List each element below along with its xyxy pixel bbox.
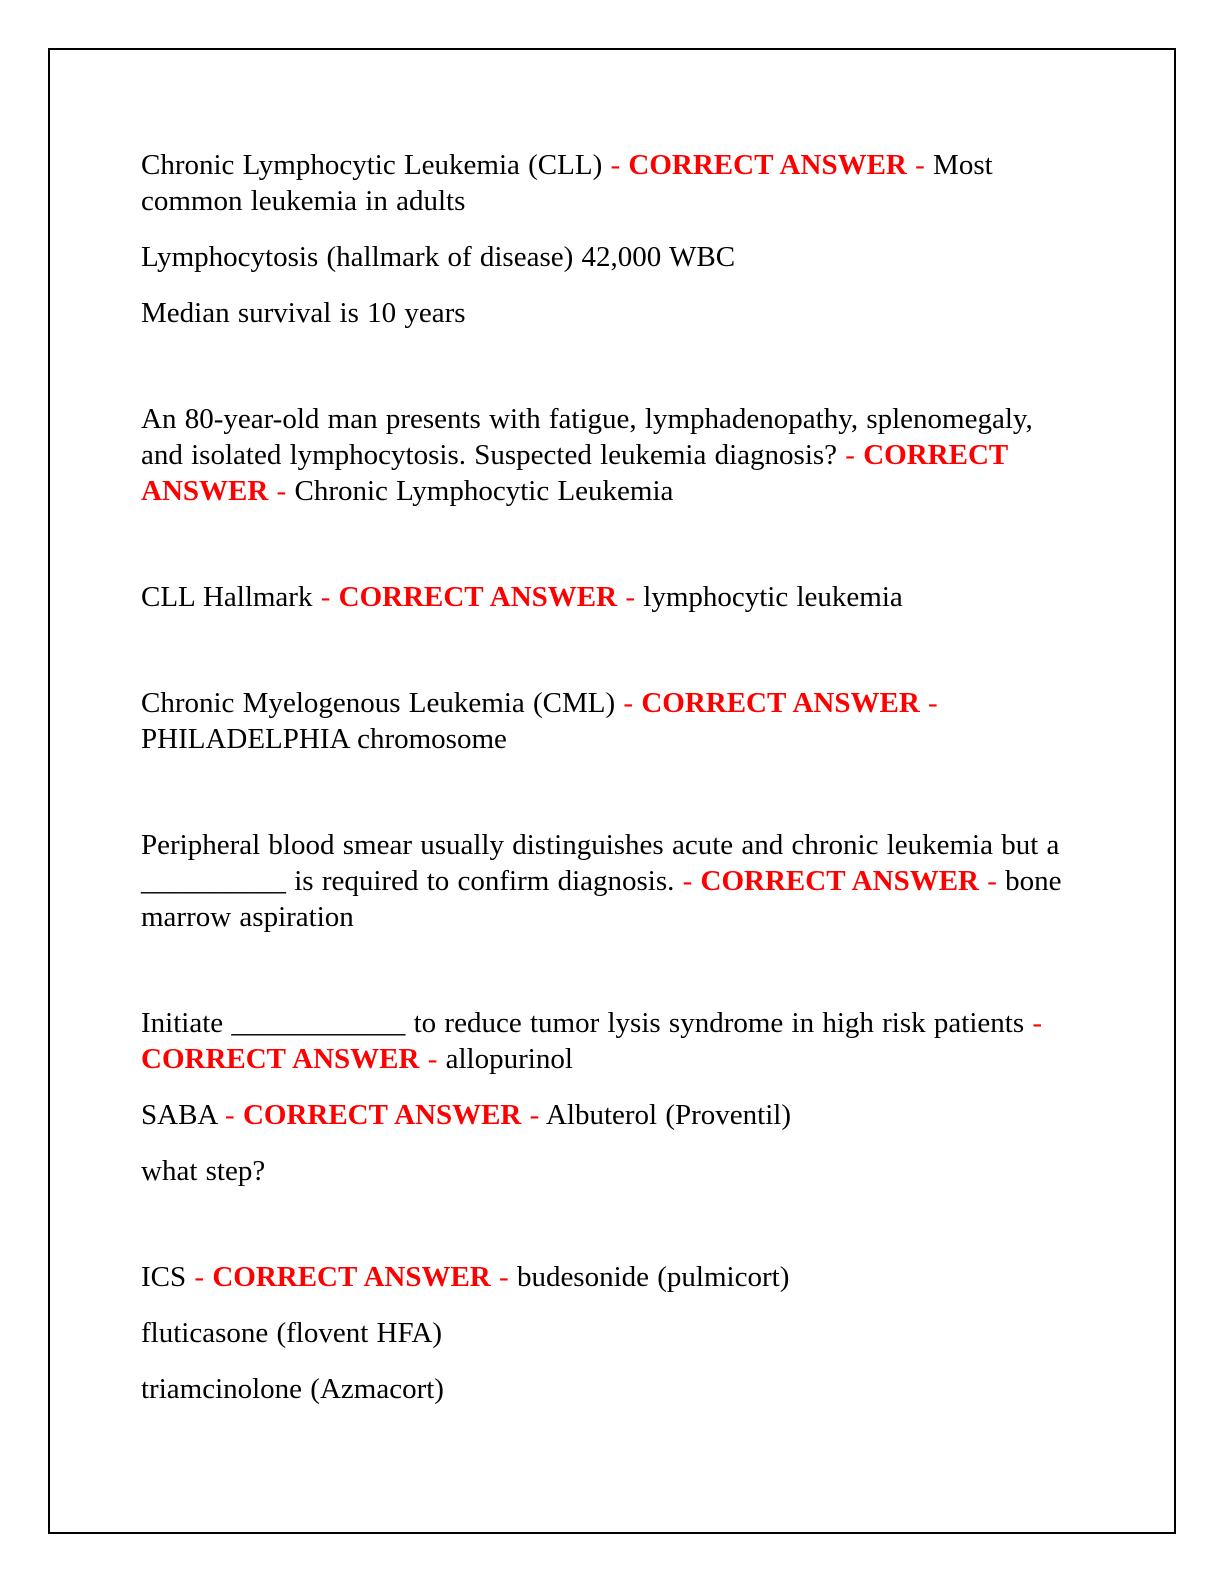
text-segment: Chronic Lymphocytic Leukemia [286, 475, 674, 507]
answer-separator-dash: - [919, 687, 938, 719]
correct-answer-label: CORRECT ANSWER [242, 1099, 522, 1131]
text-segment: Initiate ____________ to reduce tumor lysis syndrome in high risk patients [141, 1007, 1033, 1039]
answer-separator-dash: - [320, 581, 339, 613]
paragraph [141, 295, 1076, 331]
answer-separator-dash: - [617, 581, 636, 613]
answer-separator-dash: - [979, 865, 997, 897]
text-segment: Peripheral blood smear usually distinguishes acute and chronic leukemia but a __________ is required to confirm diagnosis. [141, 829, 1060, 897]
blank-line [141, 635, 1076, 665]
text-segment: ICS [141, 1261, 195, 1293]
answer-separator-dash: - [682, 865, 701, 897]
correct-answer-label: CORRECT ANSWER [628, 149, 907, 181]
blank-line [141, 351, 1076, 381]
paragraph [141, 1315, 1076, 1351]
answer-separator-dash: - [194, 1261, 213, 1293]
text-segment: CLL Hallmark [141, 581, 321, 613]
answer-separator-dash: - [906, 149, 925, 181]
paragraph [141, 1153, 1076, 1189]
paragraph [141, 401, 1076, 509]
answer-separator-dash: - [225, 1099, 243, 1131]
paragraph [141, 239, 1076, 275]
text-segment: Chronic Lymphocytic Leukemia (CLL) [141, 149, 611, 181]
answer-separator-dash: - [268, 475, 287, 507]
text-segment: Albuterol (Proventil) [539, 1099, 791, 1131]
correct-answer-label: CORRECT ANSWER [338, 581, 618, 613]
paragraph [141, 1371, 1076, 1407]
text-segment: An 80-year-old man presents with fatigue, lymphadenopathy, splenomegaly, and isolated lymphocytosis. Suspected leukemia diagnosis? [141, 403, 1033, 471]
text-segment: fluticasone (flovent HFA) [141, 1317, 443, 1349]
paragraph [141, 685, 1076, 757]
correct-answer-label: CORRECT ANSWER [141, 1043, 420, 1075]
paragraph [141, 1005, 1076, 1077]
blank-line [141, 777, 1076, 807]
answer-separator-dash: - [419, 1043, 438, 1075]
text-segment: allopurinol [437, 1043, 573, 1075]
correct-answer-label: CORRECT ANSWER [700, 865, 979, 897]
paragraph [141, 147, 1076, 219]
document-content [50, 50, 1174, 1407]
text-segment: bone marrow aspiration [141, 865, 1062, 933]
blank-line [141, 955, 1076, 985]
correct-answer-label: CORRECT ANSWER [212, 1261, 491, 1293]
text-segment: Chronic Myelogenous Leukemia (CML) [141, 687, 624, 719]
paragraph [141, 827, 1076, 935]
correct-answer-label: CORRECT ANSWER [641, 687, 920, 719]
text-segment: what step? [141, 1155, 266, 1187]
paragraph [141, 579, 1076, 615]
correct-answer-label: CORRECT ANSWER [141, 439, 1008, 507]
text-segment: SABA [141, 1099, 226, 1131]
answer-separator-dash: - [623, 687, 642, 719]
text-segment: lymphocytic leukemia [635, 581, 903, 613]
paragraph [141, 1097, 1076, 1133]
blank-line [141, 1209, 1076, 1239]
answer-separator-dash: - [610, 149, 629, 181]
answer-separator-dash: - [521, 1099, 540, 1131]
answer-separator-dash: - [1032, 1007, 1043, 1039]
text-segment: Lymphocytosis (hallmark of disease) 42,000 WBC [141, 241, 736, 273]
text-segment: budesonide (pulmicort) [508, 1261, 790, 1293]
page-border-frame [48, 48, 1176, 1534]
text-segment: Median survival is 10 years [141, 297, 466, 329]
paragraph [141, 1259, 1076, 1295]
text-segment: triamcinolone (Azmacort) [141, 1373, 444, 1405]
text-segment: Most common leukemia in adults [141, 149, 993, 217]
answer-separator-dash: - [490, 1261, 509, 1293]
blank-line [141, 529, 1076, 559]
text-segment: PHILADELPHIA chromosome [141, 723, 507, 755]
answer-separator-dash: - [845, 439, 864, 471]
